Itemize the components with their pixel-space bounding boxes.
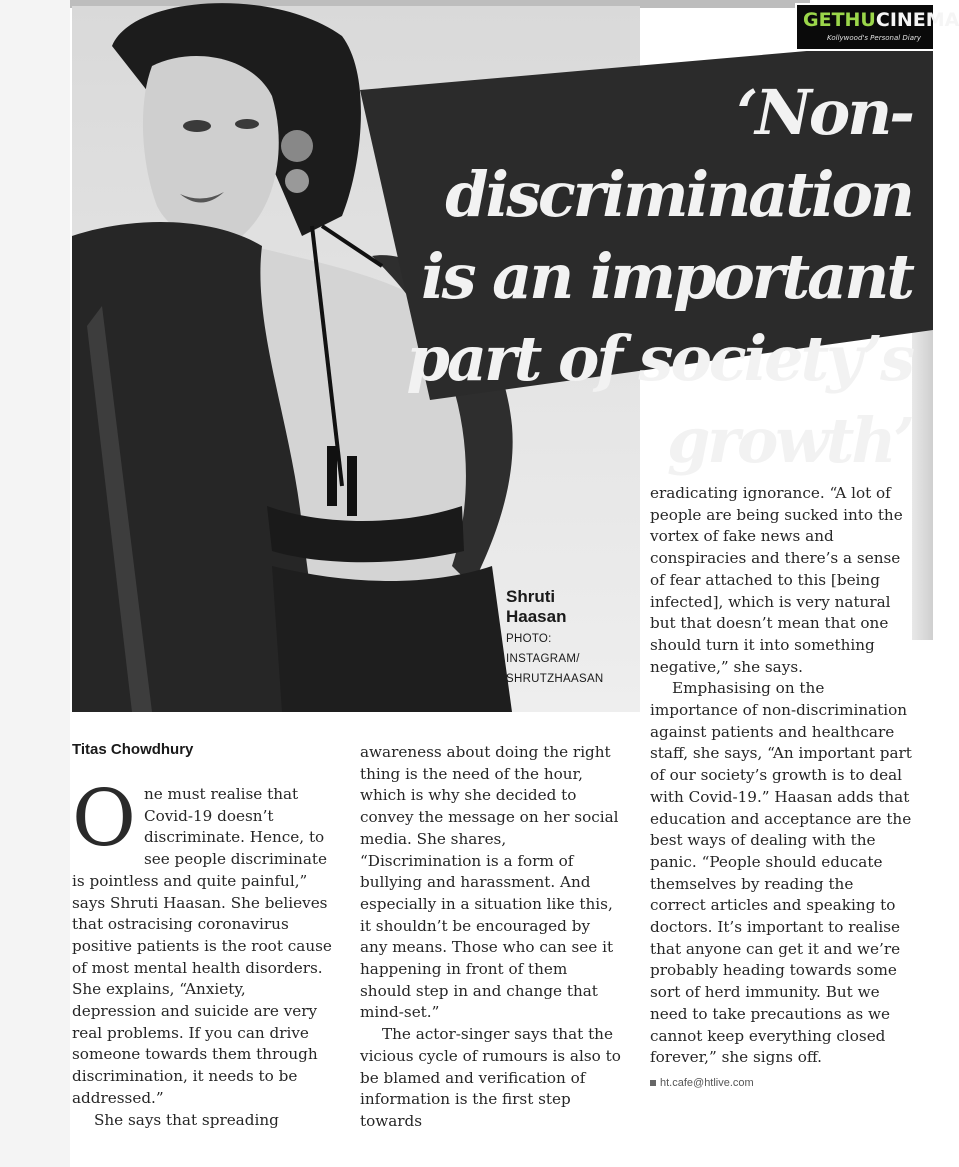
byline: Titas Chowdhury	[72, 741, 194, 758]
square-bullet-icon	[650, 1080, 656, 1086]
column-3-paragraph-1: eradicating ignorance. “A lot of people are being sucked into the vortex of fake news and conspiracies and there’s a sense of fear attached to this [being infected], which is very natural but that doesn’t mean that one should turn it into something negative,” she says.	[650, 484, 903, 676]
headline-line-4: growth’	[666, 404, 912, 477]
caption-name-line-1: Shruti	[506, 587, 556, 606]
headline-line-3: part of society’s	[406, 322, 912, 395]
column-1-paragraph-1: One must realise that Covid-19 doesn’t discriminate. Hence, to see people discriminate is pointless and quite painful,” says Shruti Haasan. She believes that ostracising coronavirus positive patients is the root cause of most mental health disorders. She explains, “Anxiety, depression and suicide are very real problems. If you can drive someone towards them through discrimination, it needs to be addressed.”	[72, 774, 332, 1107]
photo-credit: PHOTO: INSTAGRAM/ SHRUTZHAASAN	[506, 633, 604, 685]
headline	[352, 72, 912, 482]
watermark-logo	[795, 3, 959, 51]
caption-name-line-2: Haasan	[506, 607, 567, 626]
headline-line-1: ‘Non-discrimination	[445, 76, 912, 231]
article-column-3	[650, 483, 912, 1095]
column-3-paragraph-2: Emphasising on the importance of non-discrimination against patients and healthcare staff, she says, “An important part of our society’s growth is to deal with Covid-19.” Haasan adds that education and acceptance are the best ways of dealing with the panic. “People should educate themselves by reading the correct articles and speaking to doctors. It’s important to realise that anyone can get it and we’re probably heading towards some sort of herd immunity. But we need to take precautions as we cannot keep everything closed forever,” she signs off.	[650, 679, 912, 1067]
column-2-paragraph-2: The actor-singer says that the vicious cycle of rumours is also to be blamed and verification of information is the first step towards	[360, 1025, 621, 1130]
article-column-1	[72, 774, 334, 1131]
headline-line-2: is an important	[421, 240, 912, 313]
watermark-tagline: Kollywood's Personal Diary	[827, 34, 922, 42]
column-1-paragraph-2: She says that spreading	[94, 1110, 279, 1129]
photo-caption	[506, 587, 636, 689]
watermark-brand: GETHUCINEMA	[803, 9, 959, 31]
drop-cap: O	[72, 774, 136, 864]
column-2-paragraph-1: awareness about doing the right thing is the need of the hour, which is why she decided to convey the message on her social media. She shares, “Discrimination is a form of bullying and harassment. And especially in a situation like this, it shouldn’t be encouraged by any means. Those who can see it happening in front of them should step in and change that mind-set.”	[360, 743, 619, 1022]
article-column-2	[360, 742, 622, 1133]
contact-email: ht.cafe@htlive.com	[650, 1073, 912, 1095]
